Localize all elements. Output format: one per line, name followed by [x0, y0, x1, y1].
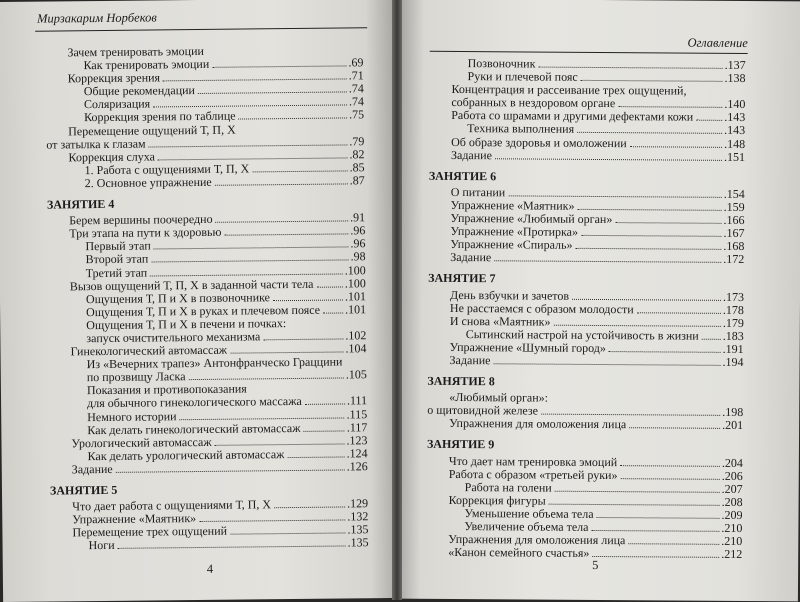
toc-entry-title: 1. Работа с ощущениями Т, П, Х: [84, 161, 250, 178]
toc-entry-page: .212: [721, 547, 743, 562]
dot-leader: [577, 209, 721, 211]
toc-entry-page: .201: [722, 418, 744, 433]
toc-entry-title: Второй этап: [85, 251, 149, 267]
toc-entry-page: .102: [345, 328, 367, 343]
toc-entry-page: .172: [723, 252, 745, 267]
toc-entry-title: Что дает нам тренировка эмоций: [448, 453, 618, 469]
toc-entry-page: .194: [722, 354, 744, 369]
dot-leader: [702, 338, 721, 339]
toc-entry-page: .105: [345, 367, 367, 382]
toc-entry-title: Коррекция зрения: [67, 70, 161, 86]
toc-entry-page: .74: [348, 94, 365, 109]
toc-entry-page: .209: [721, 507, 743, 522]
dot-leader: [620, 465, 720, 467]
toc-entry-title: Как делать урологический автомассаж: [87, 446, 285, 463]
toc-entry-page: .140: [724, 97, 746, 112]
toc-entry-page: .69: [348, 55, 364, 70]
dot-leader: [153, 105, 347, 108]
dot-leader: [303, 430, 344, 431]
toc-entry-title: Гинекологический автомассаж: [70, 342, 228, 359]
toc-entry-title: О питании: [450, 184, 506, 200]
page-number: 5: [592, 557, 599, 573]
dot-leader: [494, 363, 721, 366]
toc-entry-page: .143: [724, 110, 746, 125]
dot-leader: [609, 351, 721, 353]
toc-entry-title: Соляризация: [83, 96, 151, 112]
toc-entry-page: .82: [349, 146, 365, 162]
toc-entry-title: Ноги: [88, 538, 115, 553]
toc-entry-page: .143: [724, 123, 746, 138]
toc-entry-title: Сытинский настрой на устойчивость в жизни: [465, 326, 699, 343]
toc-entry-title: собранных в нездоровом органе: [451, 95, 616, 111]
dot-leader: [274, 507, 345, 509]
dot-leader: [180, 417, 345, 420]
toc-entry-title: Упражнения для омоложения лица: [448, 532, 626, 548]
dot-leader: [591, 530, 719, 532]
toc-entry: [426, 546, 742, 561]
toc-entry-title: Вызов ощущений Т, П, Х в заданной части тела: [69, 276, 314, 293]
toc-entry-page: .75: [348, 107, 365, 122]
toc-entry-page: .79: [349, 133, 365, 149]
toc-entry-title: Коррекция слуха: [68, 149, 155, 165]
toc-entry-title: по прозвищу Ласка: [86, 369, 186, 385]
dot-leader: [494, 261, 721, 264]
toc-entry-page: .111: [346, 393, 368, 408]
dot-leader: [620, 478, 719, 480]
toc-entry-title: Ощущения Т, П и Х в позвоночнике: [85, 289, 271, 306]
toc-entry-page: .198: [722, 405, 744, 420]
dot-leader: [215, 183, 348, 185]
toc-entry-title: запуск очистительного механизма: [86, 329, 261, 346]
toc-entry-title: Не расстаемся с образом молодости: [449, 300, 634, 316]
toc-entry-title: Упражнение «Спираль»: [450, 237, 573, 253]
right-page: [396, 0, 800, 601]
toc-entry-title: Зачем тренировать эмоции: [67, 43, 204, 60]
toc-entry-title: Упражнения для омоложения лица: [449, 416, 627, 432]
dot-leader: [323, 312, 343, 313]
toc-entry-title: Задание: [450, 250, 492, 265]
toc-entry-page: .74: [348, 81, 364, 96]
dot-leader: [287, 456, 344, 458]
toc-entry-page: .179: [722, 315, 744, 330]
dot-leader: [316, 286, 342, 287]
lesson-heading: ЗАНЯТИЕ 5: [49, 482, 118, 498]
toc-entry-page: .178: [722, 302, 744, 317]
dot-leader: [592, 556, 719, 558]
toc-entry-title: Урологический автомассаж: [71, 434, 212, 451]
dot-leader: [618, 106, 722, 108]
toc-entry-page: .168: [723, 239, 745, 254]
dot-leader: [224, 234, 348, 236]
toc-entry-title: Перемещение ощущений Т, П, Х: [68, 122, 236, 138]
header-rule: [35, 27, 367, 31]
toc-entry-page: .135: [347, 535, 369, 550]
dot-leader: [575, 248, 721, 250]
dot-leader: [230, 352, 343, 354]
toc-entry-title: Коррекция фигуры: [448, 492, 546, 508]
toc-entry-page: .191: [722, 341, 744, 356]
toc-entry-page: .159: [723, 199, 745, 214]
page-number: 4: [206, 561, 214, 576]
toc-entry-title: Показания и противопоказания: [86, 381, 247, 398]
lesson-heading: ЗАНЯТИЕ 4: [46, 196, 115, 212]
lesson-heading: ЗАНЯТИЕ 9: [426, 437, 495, 452]
toc-entry-title: Упражнение «Шумный город»: [449, 339, 606, 355]
toc-entry-page: .117: [346, 419, 368, 435]
toc-entry-title: Позвоночник: [467, 56, 536, 71]
toc-entry-title: Немного истории: [87, 408, 177, 424]
toc-entry-page: .138: [724, 70, 746, 86]
running-header-contents: Оглавление: [687, 35, 748, 51]
dot-leader: [637, 312, 721, 314]
toc-entry-page: .135: [347, 522, 369, 537]
lesson-heading: ЗАНЯТИЕ 8: [427, 373, 495, 389]
dot-leader: [158, 157, 348, 160]
dot-leader: [151, 260, 348, 263]
dot-leader: [305, 404, 345, 405]
toc-entry-title: Третий этап: [85, 265, 148, 280]
dot-leader: [118, 546, 346, 549]
toc-entry-page: .96: [350, 223, 366, 238]
toc-entry-page: .101: [345, 302, 367, 317]
toc-entry-title: Задание: [71, 461, 113, 477]
toc-entry-page: .96: [350, 236, 366, 251]
dot-leader: [572, 298, 721, 300]
dot-leader: [149, 144, 348, 147]
toc-entry-page: .115: [346, 406, 368, 421]
dot-leader: [212, 66, 346, 68]
toc-entry-title: Упражнение «Маятник»: [450, 197, 575, 213]
toc-entry-title: Работа на голени: [464, 479, 552, 495]
book-gutter: [392, 0, 402, 600]
toc-entry-page: .71: [348, 68, 364, 83]
dot-leader: [597, 517, 720, 519]
toc-entry-title: от затылка к глазам: [46, 136, 146, 152]
toc-entry-page: .183: [722, 328, 744, 343]
toc-entry-title: Увеличение объема тела: [464, 519, 589, 534]
toc-entry-page: .87: [349, 173, 365, 188]
toc-entry: [50, 460, 368, 476]
toc-entry-page: .166: [723, 212, 745, 228]
dot-leader: [215, 443, 345, 445]
toc-entry-title: Из «Вечерних трапез» Антонфранческо Граццини: [86, 354, 343, 372]
toc-entry-title: Общие рекомендации: [83, 83, 196, 99]
toc-entry-page: .100: [344, 275, 366, 291]
dot-leader: [549, 503, 720, 505]
toc-entry-page: .132: [347, 509, 369, 524]
dot-leader: [615, 222, 721, 224]
toc-entry-title: Задание: [450, 147, 493, 162]
dot-leader: [577, 132, 722, 134]
dot-leader: [154, 247, 349, 250]
toc-entry-title: Об образе здоровья и омоложении: [451, 134, 627, 150]
dot-leader: [252, 170, 347, 172]
dot-leader: [163, 79, 347, 82]
dot-leader: [239, 118, 348, 120]
toc-entry-page: .173: [722, 289, 745, 304]
toc-entry-title: Что дает работа с ощущениями Т, П, Х: [72, 497, 272, 514]
dot-leader: [189, 378, 344, 381]
toc-entry-page: .210: [721, 533, 743, 549]
toc-entry-title: Руки и плечевой пояс: [467, 69, 578, 84]
lesson-heading: ЗАНЯТИЕ 6: [428, 168, 497, 184]
toc-entry-title: Как делать гинекологический автомассаж: [87, 420, 301, 437]
toc-entry-title: для обычного гинекологического массажа: [87, 394, 302, 411]
dot-leader: [538, 67, 722, 69]
toc-entry-page: .91: [350, 210, 366, 225]
toc-entry-page: .208: [721, 494, 743, 509]
toc-entry-title: 2. Основное упражнение: [84, 174, 212, 191]
toc-entry-title: Работа с образом «третьей руки»: [448, 466, 618, 482]
toc-entry-title: Перемещение трех ощущений: [72, 523, 228, 540]
dot-leader: [628, 543, 719, 545]
toc-entry-title: Работа со шрамами и другими дефектами кожи: [451, 108, 694, 125]
dot-leader: [199, 520, 345, 523]
dot-leader: [629, 428, 720, 430]
toc-entry-page: .85: [349, 160, 365, 175]
dot-leader: [581, 235, 721, 237]
dot-leader: [263, 338, 343, 340]
toc-entry-page: .206: [721, 468, 743, 483]
table-of-contents-left: [45, 43, 368, 553]
dot-leader: [555, 490, 720, 492]
toc-entry-page: .204: [721, 455, 743, 470]
toc-entry-title: Первый этап: [85, 238, 151, 254]
toc-entry-page: .207: [721, 481, 743, 496]
dot-leader: [696, 120, 722, 121]
toc-entry-title: Три этапа на пути к здоровью: [69, 224, 222, 241]
toc-entry-title: Упражнение «Любимый орган»: [450, 210, 613, 227]
dot-leader: [198, 92, 347, 95]
toc-entry: [51, 537, 369, 553]
toc-entry-page: .104: [345, 341, 367, 356]
dot-leader: [541, 414, 720, 416]
toc-entry-title: Берем вершины поочередно: [69, 211, 213, 228]
toc-entry-page: .101: [344, 288, 367, 304]
toc-entry-title: Ощущения Т, П и Х в печени и почках:: [86, 315, 287, 333]
toc-entry-title: Задание: [449, 352, 491, 368]
toc-entry-title: День взбучки и зачетов: [449, 287, 570, 303]
dot-leader: [508, 195, 722, 197]
toc-entry-title: Техника выполнения: [467, 121, 575, 137]
toc-entry-page: .124: [346, 446, 368, 461]
dot-leader: [216, 221, 349, 223]
lesson-heading: ЗАНЯТИЕ 7: [428, 271, 496, 286]
toc-entry: [47, 174, 365, 190]
dot-leader: [554, 324, 721, 326]
toc-entry-title: Упражнение «Протирка»: [450, 224, 579, 239]
toc-entry-page: .100: [344, 262, 366, 277]
toc-entry-title: «Любимый орган»:: [449, 390, 549, 405]
toc-entry-page: .126: [346, 459, 368, 474]
dot-leader: [581, 80, 723, 82]
toc-entry-title: Упражнение «Маятник»: [72, 511, 197, 527]
toc-entry-title: Коррекция зрения по таблице: [84, 109, 236, 125]
toc-entry-title: Как тренировать эмоции: [83, 56, 210, 73]
toc-entry-title: Концентрация и рассеивание трех ощущений,: [451, 82, 687, 98]
toc-entry-page: .151: [723, 149, 746, 164]
toc-entry-title: И снова «Маятник»: [449, 313, 551, 329]
toc-entry-page: .129: [347, 496, 369, 511]
toc-entry-title: «Канон семейного счастья»: [448, 545, 590, 561]
dot-leader: [495, 158, 722, 161]
left-page: [0, 0, 399, 602]
table-of-contents-right: [426, 57, 745, 561]
toc-entry: [428, 251, 744, 266]
dot-leader: [273, 299, 343, 301]
dot-leader: [230, 533, 345, 535]
toc-entry-page: .98: [350, 249, 366, 264]
toc-entry-page: .148: [724, 136, 746, 151]
toc-entry-title: Ощущения Т, П и Х в руках и плечевом поясе: [86, 302, 321, 319]
toc-entry: [427, 417, 743, 432]
toc-entry-page: .210: [721, 520, 743, 536]
toc-entry-page: .167: [723, 225, 745, 241]
toc-entry-page: .137: [724, 57, 746, 73]
dot-leader: [150, 273, 343, 276]
running-header-author: Мирзакарим Норбеков: [36, 10, 157, 26]
header-rule: [430, 51, 748, 54]
toc-entry-title: Уменьшение объема тела: [464, 505, 594, 521]
dot-leader: [116, 469, 345, 472]
toc-entry-page: .154: [723, 186, 745, 201]
toc-entry-page: .123: [346, 432, 368, 448]
toc-entry: [429, 148, 745, 163]
dot-leader: [630, 146, 722, 148]
toc-entry: [428, 354, 744, 369]
toc-entry-title: о щитовидной железе: [427, 403, 539, 418]
